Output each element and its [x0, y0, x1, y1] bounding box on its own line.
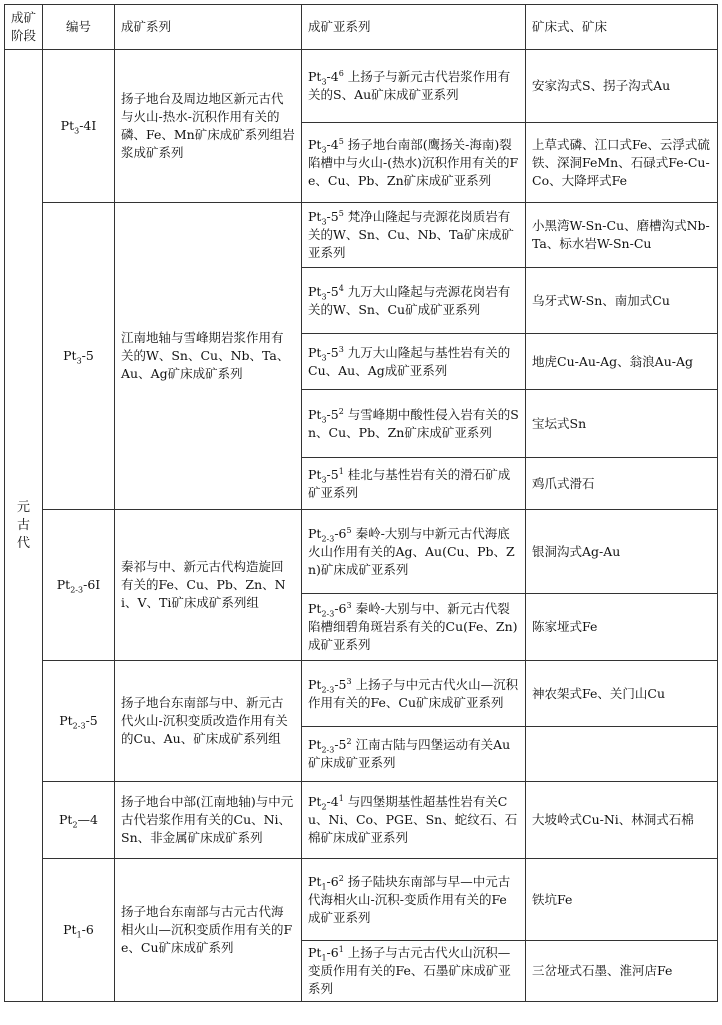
series-name: 扬子地台中部(江南地轴)与中元古代岩浆作用有关的Cu、Ni、Sn、非金属矿床成矿系列 [115, 782, 302, 859]
era-char: 元 [16, 499, 30, 515]
subseries-cell: $Pt_{2-3}-5^3$ 上扬子与中元古代火山—沉积作用有关的Fe、Cu矿床成矿亚系列 [302, 661, 526, 727]
deposit-cell: 上草式磷、江口式Fe、云浮式硫铁、深洞FeMn、石碌式Fe-Cu-Co、大降坪式Fe [526, 123, 718, 203]
metallogenic-series-table [4, 4, 718, 1002]
subseries-cell: $Pt_{2-3}-6^5$ 秦岭-大别与中新元古代海底火山作用有关的Ag、Au(Cu、Pb、Zn)矿床成矿亚系列 [302, 510, 526, 594]
table-row [5, 510, 718, 594]
series-name: 扬子地台东南部与中、新元古代火山-沉积变质改造作用有关的Cu、Au、矿床成矿系列组 [115, 661, 302, 782]
deposit-cell [526, 727, 718, 782]
era-char: 代 [16, 535, 30, 551]
deposit-cell: 神农架式Fe、关门山Cu [526, 661, 718, 727]
deposit-cell: 地虎Cu-Au-Ag、翁浪Au-Ag [526, 334, 718, 390]
series-code: $Pt_2—4$ [43, 782, 115, 859]
header-deposit: 矿床式、矿床 [526, 5, 718, 50]
series-name: 扬子地台东南部与古元古代海相火山—沉积变质作用有关的Fe、Cu矿床成矿系列 [115, 859, 302, 1002]
deposit-cell: 铁坑Fe [526, 859, 718, 941]
series-code: $Pt_{2-3}-5$ [43, 661, 115, 782]
header-subseries: 成矿亚系列 [302, 5, 526, 50]
deposit-cell: 乌牙式W-Sn、南加式Cu [526, 268, 718, 334]
subseries-cell: $Pt_2-4^1$ 与四堡期基性超基性岩有关Cu、Ni、Co、PGE、Sn、蛇纹石、石棉矿床成矿亚系列 [302, 782, 526, 859]
series-name: 江南地轴与雪峰期岩浆作用有关的W、Sn、Cu、Nb、Ta、Au、Ag矿床成矿系列 [115, 203, 302, 510]
subseries-cell: $Pt_3-5^1$ 桂北与基性岩有关的滑石矿成矿亚系列 [302, 458, 526, 510]
subseries-cell: $Pt_3-5^4$ 九万大山隆起与壳源花岗岩有关的W、Sn、Cu矿成矿亚系列 [302, 268, 526, 334]
subseries-cell: $Pt_{2-3}-5^2$ 江南古陆与四堡运动有关Au矿床成矿亚系列 [302, 727, 526, 782]
deposit-cell: 大坡岭式Cu-Ni、林洞式石棉 [526, 782, 718, 859]
subseries-cell: $Pt_3-5^5$ 梵净山隆起与壳源花岗质岩有关的W、Sn、Cu、Nb、Ta矿床成矿亚系列 [302, 203, 526, 268]
subseries-cell: $Pt_1-6^2$ 扬子陆块东南部与早—中元古代海相火山-沉积-变质作用有关的Fe成矿亚系列 [302, 859, 526, 941]
deposit-cell: 宝坛式Sn [526, 390, 718, 458]
table-row [5, 203, 718, 268]
series-code: $Pt_3-5$ [43, 203, 115, 510]
header-code: 编号 [43, 5, 115, 50]
series-code: $Pt_1-6$ [43, 859, 115, 1002]
deposit-cell: 小黑湾W-Sn-Cu、磨槽沟式Nb-Ta、标水岩W-Sn-Cu [526, 203, 718, 268]
deposit-cell: 三岔垭式石墨、淮河店Fe [526, 941, 718, 1002]
subseries-cell: $Pt_1-6^1$ 上扬子与古元古代火山沉积—变质作用有关的Fe、石墨矿床成矿亚系列 [302, 941, 526, 1002]
header-stage: 成矿阶段 [5, 5, 43, 50]
subseries-cell: $Pt_3-4^5$ 扬子地台南部(鹰扬关-海南)裂陷槽中与火山-(热水)沉积作用有关的Fe、Cu、Pb、Zn矿床成矿亚系列 [302, 123, 526, 203]
subseries-cell: $Pt_3-4^6$ 上扬子与新元古代岩浆作用有关的S、Au矿床成矿亚系列 [302, 50, 526, 123]
era-cell [5, 50, 43, 1002]
table-row [5, 782, 718, 859]
deposit-cell: 安家沟式S、拐子沟式Au [526, 50, 718, 123]
series-name: 秦祁与中、新元古代构造旋回有关的Fe、Cu、Pb、Zn、Ni、V、Ti矿床成矿系列组 [115, 510, 302, 661]
series-code: $Pt_{2-3}-6I$ [43, 510, 115, 661]
table-row [5, 661, 718, 727]
era-char: 古 [16, 517, 30, 533]
series-name: 扬子地台及周边地区新元古代与火山-热水-沉积作用有关的磷、Fe、Mn矿床成矿系列组岩浆成矿系列 [115, 50, 302, 203]
subseries-cell: $Pt_{2-3}-6^3$ 秦岭-大别与中、新元古代裂陷槽细碧角斑岩系有关的Cu(Fe、Zn)成矿亚系列 [302, 594, 526, 661]
deposit-cell: 鸡爪式滑石 [526, 458, 718, 510]
deposit-cell: 陈家垭式Fe [526, 594, 718, 661]
table-row [5, 50, 718, 123]
subseries-cell: $Pt_3-5^2$ 与雪峰期中酸性侵入岩有关的Sn、Cu、Pb、Zn矿床成矿亚系列 [302, 390, 526, 458]
header-row [5, 5, 718, 50]
header-series: 成矿系列 [115, 5, 302, 50]
series-code: $Pt_3-4I$ [43, 50, 115, 203]
table-row [5, 859, 718, 941]
deposit-cell: 银洞沟式Ag-Au [526, 510, 718, 594]
subseries-cell: $Pt_3-5^3$ 九万大山隆起与基性岩有关的Cu、Au、Ag成矿亚系列 [302, 334, 526, 390]
